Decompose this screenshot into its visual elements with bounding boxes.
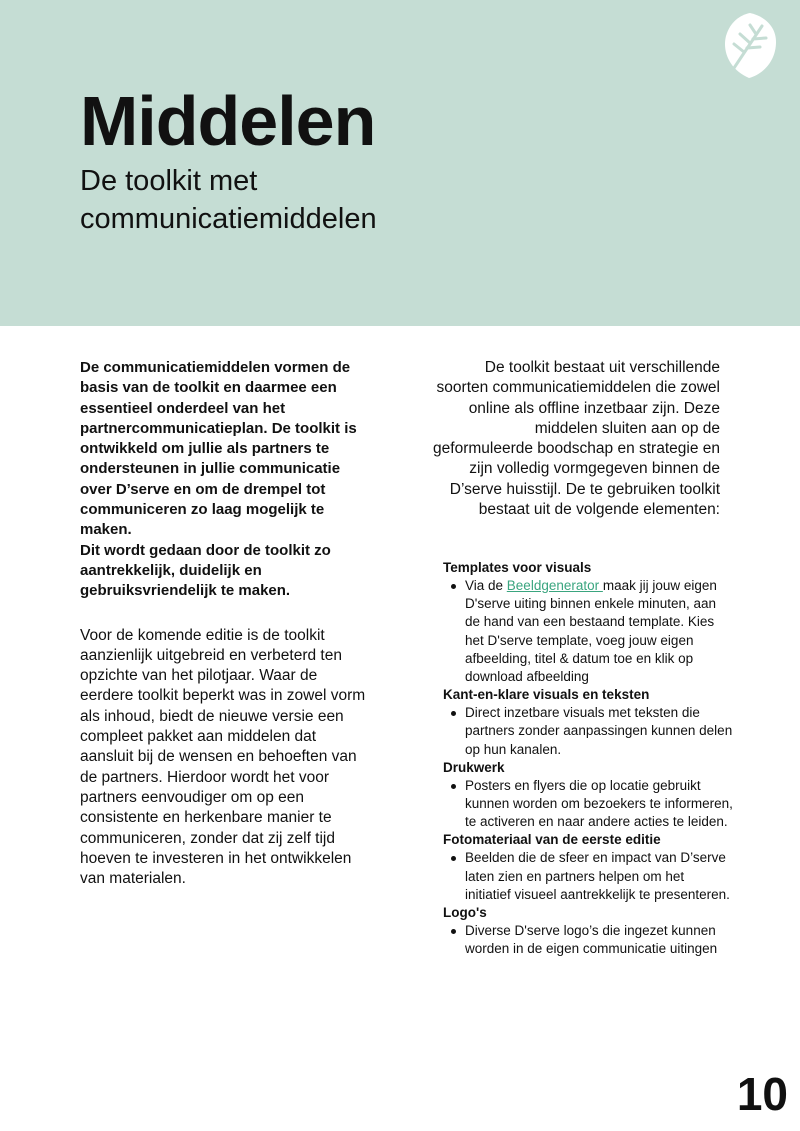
bullet-icon bbox=[451, 929, 456, 934]
intro-bold-paragraph bbox=[80, 358, 370, 602]
element-title: Kant-en-klare visuals en teksten bbox=[443, 687, 650, 703]
element-text-prefix: Via de bbox=[465, 578, 507, 593]
element-text: Diverse D'serve logo’s die ingezet kunnen worden in de eigen communicatie uitingen bbox=[465, 923, 718, 957]
right-intro-paragraph: De toolkit bestaat uit verschillende soorten communicatiemiddelen die zowel online als offline inzetbaar zijn. Deze middelen sluiten aan op de geformuleerde boodschap en strategie en zijn volledig vormgegeven binnen de D’serve huisstijl. De te gebruiken toolkit bestaat uit de volgende elementen: bbox=[433, 359, 720, 519]
list-item bbox=[465, 704, 733, 759]
toolkit-elements-list bbox=[443, 559, 733, 958]
page-title: Middelen bbox=[80, 82, 376, 160]
element-bullets bbox=[443, 922, 733, 958]
header-banner bbox=[0, 0, 800, 326]
element-text: Beelden die de sfeer en impact van D’serve laten zien en partners helpen om het initiatief visueel aantrekkelijk te presenteren. bbox=[465, 850, 730, 902]
element-bullets bbox=[443, 577, 733, 686]
list-item bbox=[465, 922, 733, 958]
list-item bbox=[465, 849, 733, 904]
bullet-icon bbox=[451, 856, 456, 861]
page-subtitle: De toolkit met communicatiemiddelen bbox=[80, 165, 377, 235]
element-title: Fotomateriaal van de eerste editie bbox=[443, 832, 661, 848]
intro-bold-text-2: Dit wordt gedaan door de toolkit zo aantrekkelijk, duidelijk en gebruiksvriendelijk te maken. bbox=[80, 541, 331, 600]
beeldgenerator-link[interactable]: Beeldgenerator bbox=[506, 578, 603, 593]
element-title: Drukwerk bbox=[443, 759, 505, 775]
element-bullets bbox=[443, 704, 733, 759]
intro-bold-text-1: De communicatiemiddelen vormen de basis van de toolkit en daarmee een essentieel onderdeel van het partnercommunicatieplan. De toolkit is ontwikkeld om jullie als partners te ondersteunen in jullie communicatie over D’serve en om de drempel tot communiceren zo laag mogelijk te maken. bbox=[80, 359, 357, 539]
body-paragraph: Voor de komende editie is de toolkit aanzienlijk uitgebreid en verbeterd ten opzichte van het pilotjaar. Waar de eerdere toolkit beperkt was in zowel vorm als inhoud, biedt de nieuwe versie een compleet pakket aan middelen dat aansluit bij de wensen en behoeften van de partners. Hierdoor wordt het voor partners eenvoudiger om op een consistente en herkenbare manier te communiceren, zonder dat zij zelf tijd hoeven te investeren in het ontwikkelen van materialen. bbox=[80, 626, 366, 888]
element-bullets bbox=[443, 849, 733, 904]
left-column bbox=[80, 358, 370, 889]
leaf-icon bbox=[720, 12, 778, 80]
list-item bbox=[465, 777, 733, 832]
element-title: Templates voor visuals bbox=[443, 560, 592, 575]
element-text: Posters en flyers die op locatie gebruikt kunnen worden om bezoekers te informeren, te activeren en naar andere acties te leiden. bbox=[465, 777, 733, 830]
page-number: 10 bbox=[736, 1068, 788, 1120]
right-column bbox=[432, 358, 722, 520]
element-bullets bbox=[443, 777, 733, 832]
bullet-icon bbox=[451, 711, 456, 716]
element-text: maak jij jouw eigen D'serve uiting binnen enkele minuten, aan de hand van een bestaand template. Kies het D'serve template, voeg jouw eigen afbeelding, titel & datum toe en klik op download afbeelding bbox=[465, 578, 717, 685]
element-text: Direct inzetbare visuals met teksten die partners zonder aanpassingen kunnen delen op hun kanalen. bbox=[465, 705, 733, 757]
list-item bbox=[465, 577, 733, 686]
bullet-icon bbox=[451, 584, 456, 589]
bullet-icon bbox=[451, 784, 456, 789]
element-title: Logo's bbox=[443, 905, 487, 921]
